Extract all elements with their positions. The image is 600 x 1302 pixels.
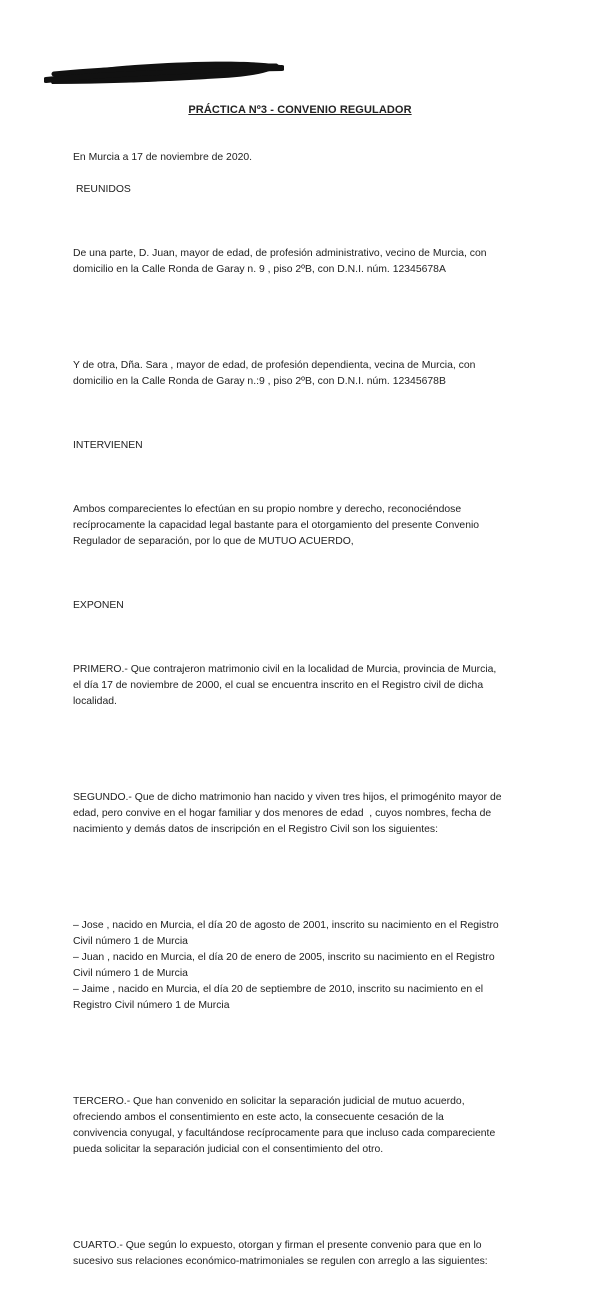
child-entry-line: – Jose , nacido en Murcia, el día 20 de agosto de 2001, inscrito su nacimiento en el Registro <box>73 920 499 931</box>
tercero-line: pueda solicitar la separación judicial con el consentimiento del otro. <box>73 1144 384 1155</box>
intervienen-line: Regulador de separación, por lo que de MUTUO ACUERDO, <box>73 536 354 547</box>
tercero-line: convivencia conyugal, y facultándose recíprocamente para que incluso cada compareciente <box>73 1128 496 1139</box>
children-list <box>73 886 531 1046</box>
tercero-paragraph <box>73 1062 531 1190</box>
document-title: PRÁCTICA Nº3 - CONVENIO REGULADOR <box>188 104 412 116</box>
child-entry-line: Civil número 1 de Murcia <box>73 936 188 947</box>
segundo-line: edad, pero convive en el hogar familiar y dos menores de edad , cuyos nombres, fecha de <box>73 808 492 819</box>
child-entry-line: – Jaime , nacido en Murcia, el día 20 de septiembre de 2010, inscrito su nacimiento en el <box>73 984 484 995</box>
party-1-line: domicilio en la Calle Ronda de Garay n. 9 , piso 2ºB, con D.N.I. núm. 12345678A <box>73 264 446 275</box>
date-line: En Murcia a 17 de noviembre de 2020. <box>73 152 253 163</box>
primero-paragraph <box>73 630 531 742</box>
intervienen-heading: INTERVIENEN <box>73 440 143 451</box>
party-2-line: Y de otra, Dña. Sara , mayor de edad, de profesión dependienta, vecina de Murcia, con <box>73 360 476 371</box>
intervienen-line: Ambos comparecientes lo efectúan en su propio nombre y derecho, reconociéndose <box>73 504 462 515</box>
cuarto-line: sucesivo sus relaciones económico-matrimoniales se regulen con arreglo a las siguientes: <box>73 1256 488 1267</box>
tercero-line: ofreciendo ambos el consentimiento en este acto, la consecuente cesación de la <box>73 1112 444 1123</box>
document-body <box>73 150 531 1302</box>
segundo-line: nacimiento y demás datos de inscripción en el Registro Civil son los siguientes: <box>73 824 439 835</box>
cuarto-line: CUARTO.- Que según lo expuesto, otorgan y firman el presente convenio para que en lo <box>73 1240 482 1251</box>
primero-line: el día 17 de noviembre de 2000, el cual se encuentra inscrito en el Registro civil de dicha <box>73 680 484 691</box>
child-entry-line: – Juan , nacido en Murcia, el día 20 de enero de 2005, inscrito su nacimiento en el Registro <box>73 952 495 963</box>
tercero-line: TERCERO.- Que han convenido en solicitar la separación judicial de mutuo acuerdo, <box>73 1096 465 1107</box>
primero-line: PRIMERO.- Que contrajeron matrimonio civil en la localidad de Murcia, provincia de Murcia, <box>73 664 497 675</box>
segundo-line: SEGUNDO.- Que de dicho matrimonio han nacido y viven tres hijos, el primogénito mayor de <box>73 792 502 803</box>
reunidos-heading: REUNIDOS <box>76 184 131 195</box>
segundo-paragraph <box>73 758 531 870</box>
child-entry-line: Registro Civil número 1 de Murcia <box>73 1000 230 1011</box>
child-entry-line: Civil número 1 de Murcia <box>73 968 188 979</box>
intervienen-paragraph <box>73 470 531 582</box>
exponen-heading: EXPONEN <box>73 600 124 611</box>
cuarto-paragraph <box>73 1206 531 1302</box>
party-2-line: domicilio en la Calle Ronda de Garay n.:9 , piso 2ºB, con D.N.I. núm. 12345678B <box>73 376 446 387</box>
intervienen-line: recíprocamente la capacidad legal bastante para el otorgamiento del presente Convenio <box>73 520 480 531</box>
primero-line: localidad. <box>73 696 117 707</box>
party-2-paragraph <box>73 326 531 422</box>
party-1-paragraph <box>73 214 531 310</box>
party-1-line: De una parte, D. Juan, mayor de edad, de profesión administrativo, vecino de Murcia, con <box>73 248 487 259</box>
redaction-scribble <box>44 56 284 88</box>
